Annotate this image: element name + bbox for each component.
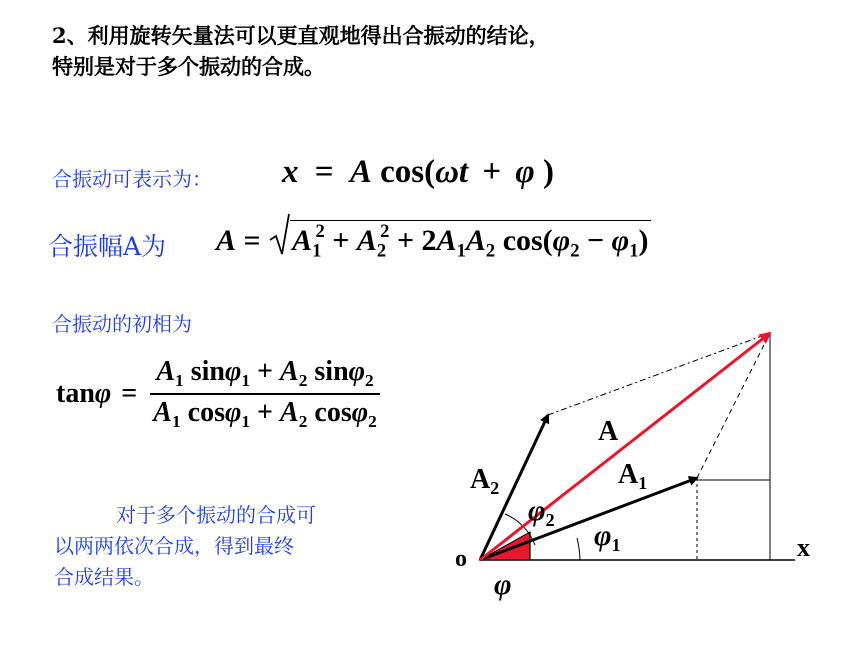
tan-phi: φ (94, 378, 112, 410)
origin-label: o (455, 546, 467, 572)
note-line-2: 以两两依次合成，得到最终 (54, 534, 294, 558)
sqrt-sign: $A_1^2 + A_2^2 + 2A_1A_2$ $\cos(\varphi_2 - \varphi_1)$ (268, 220, 650, 263)
phi-label: φ (494, 568, 512, 601)
phi2-label: $\varphi_2$ (528, 494, 555, 530)
x-axis-label: x (797, 533, 810, 562)
fraction-numerator: $A_1$ $\sin\varphi_1 + A_2$ sinφ$_2$ (150, 356, 379, 395)
vector-A2-label: $A_2$ (470, 464, 500, 498)
amplitude-label: 合振幅A为 (48, 232, 167, 261)
note-line-1: 对于多个振动的合成可 (116, 503, 316, 527)
eq-cos: cos( (380, 154, 436, 190)
combined-vibration-label: 合振动可表示为： (52, 167, 212, 191)
eq-close: ) (542, 154, 554, 190)
dash-A2-to-A (548, 333, 770, 415)
initial-phase-label: 合振动的初相为 (52, 312, 192, 336)
vector-A1-label: $A_1$ (618, 459, 648, 493)
vector-A-label: A (598, 416, 619, 447)
fraction-denominator: $A_1$ $\cos\varphi_1 + A_2$ cosφ$_2$ (153, 397, 377, 432)
vector-A (480, 333, 770, 560)
eq-equals: = (314, 154, 334, 190)
dash-A1-to-A (697, 333, 770, 478)
amplitude-formula: A = $A_1^2 + A_2^2 + 2A_1A_2$ $\cos(\varphi_2 - \varphi_1)$ (216, 220, 651, 263)
tan-equals: = (121, 378, 138, 410)
heading-line-2: 特别是对于多个振动的合成。 (52, 54, 325, 79)
note-line-3: 合成结果。 (54, 565, 154, 589)
tan-label: tan (56, 378, 95, 410)
eq-x: x (282, 154, 299, 190)
phi1-label: $\varphi_1$ (594, 519, 621, 555)
phi1-arc (577, 538, 580, 560)
eq-plus: + (482, 154, 502, 190)
heading-line-1: 2、利用旋转矢量法可以更直观地得出合振动的结论， (52, 23, 550, 48)
eq-amplitude: A (349, 154, 372, 190)
eq-phi: φ (515, 154, 535, 190)
eq-omega-t: ωt (435, 154, 469, 190)
